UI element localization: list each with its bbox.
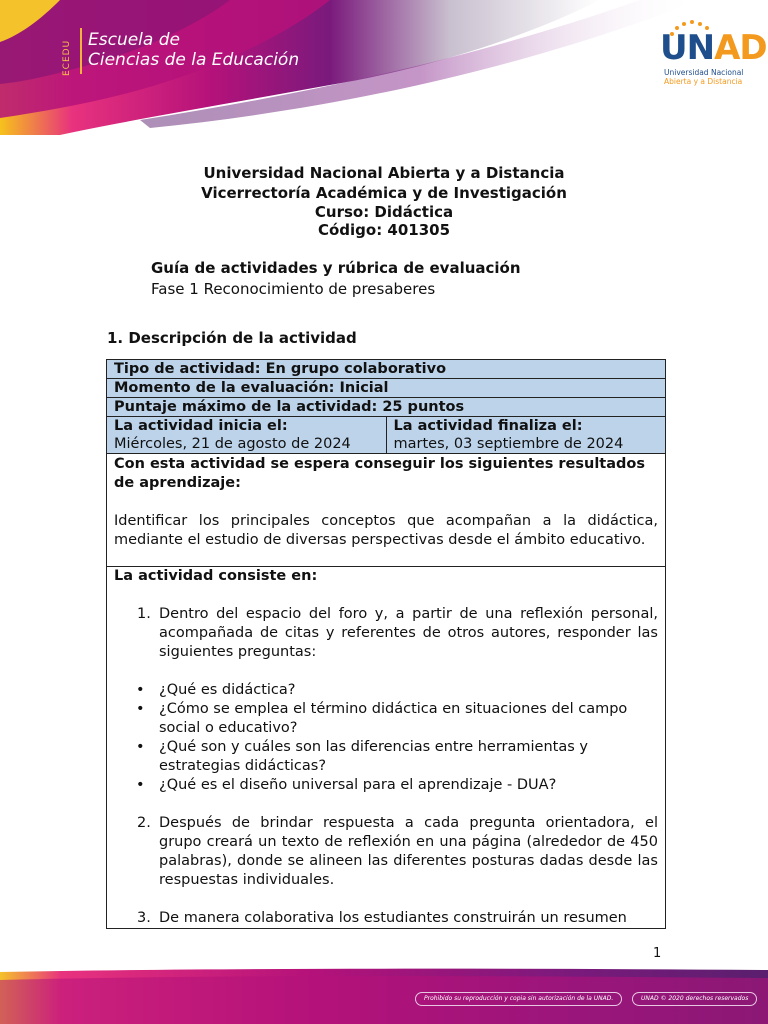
university-title: Universidad Nacional Abierta y a Distancia (203, 164, 565, 182)
course-code: Código: 401305 (317, 221, 451, 239)
bullet-icon: • (136, 777, 145, 793)
end-date-label: La actividad finaliza el: (393, 418, 583, 434)
start-date-cell (107, 417, 387, 454)
unad-logo (660, 20, 767, 92)
start-date-label: La actividad inicia el: (114, 418, 288, 434)
list-item-text: De manera colaborativa los estudiantes construirán un resumen (159, 910, 627, 926)
list-item-text: Después de brindar respuesta a cada pregunta orientadora, el grupo creará un texto de reflexión en una página (alrededor de 450 palabras), donde se alineen las diferentes posturas dadas desde las respuestas individuales. (159, 815, 658, 888)
logo-wordmark (660, 28, 767, 68)
question-list (114, 681, 658, 795)
guide-subtitle: Fase 1 Reconocimiento de presaberes (151, 280, 436, 298)
activity-type-cell: Tipo de actividad: En grupo colaborativo (107, 360, 666, 379)
page-number: 1 (653, 946, 662, 961)
start-date-value: Miércoles, 21 de agosto de 2024 (114, 436, 351, 452)
table-row (107, 379, 666, 398)
list-item (114, 681, 658, 700)
list-number: 1. (137, 606, 151, 622)
list-item (114, 700, 658, 738)
logo-ad: AD (714, 28, 767, 68)
question-text: ¿Qué es didáctica? (159, 682, 296, 698)
list-item (114, 738, 658, 776)
bullet-icon: • (136, 701, 145, 717)
logo-subtitle-1: Universidad Nacional (664, 68, 744, 77)
logo-subtitle-2: Abierta y a Distancia (664, 77, 743, 86)
learning-outcomes-text: Identificar los principales conceptos que acompañan a la didáctica, mediante el estudio de diversas perspectivas desde el ámbito educativo. (114, 513, 658, 548)
guide-title: Guía de actividades y rúbrica de evaluación (151, 259, 521, 277)
vicerrectoria-title: Vicerrectoría Académica y de Investigación (201, 184, 567, 202)
end-date-cell (386, 417, 666, 454)
list-item (114, 605, 658, 662)
bullet-icon: • (136, 682, 145, 698)
logo-un: UN (660, 28, 715, 68)
list-number: 2. (137, 815, 151, 831)
table-row (107, 454, 666, 567)
evaluation-moment-cell: Momento de la evaluación: Inicial (107, 379, 666, 398)
end-date-value: martes, 03 septiembre de 2024 (393, 436, 624, 452)
list-item-text: Dentro del espacio del foro y, a partir de una reflexión personal, acompañada de citas y referentes de otros autores, responder las siguientes preguntas: (159, 606, 658, 660)
list-item (114, 776, 658, 795)
activity-consists-heading: La actividad consiste en: (114, 568, 318, 584)
table-row (107, 398, 666, 417)
learning-outcomes-heading: Con esta actividad se espera conseguir los siguientes resultados de aprendizaje: (114, 456, 645, 491)
question-text: ¿Cómo se emplea el término didáctica en situaciones del campo social o educativo? (159, 701, 628, 736)
table-row (107, 567, 666, 929)
school-name-line2: Ciencias de la Educación (88, 50, 300, 70)
copyright-notice: Prohibido su reproducción y copia sin autorización de la UNAD. (415, 992, 622, 1006)
school-name-line1: Escuela de (88, 30, 180, 50)
list-number: 3. (137, 910, 151, 926)
list-item (114, 814, 658, 890)
course-title: Curso: Didáctica (314, 203, 454, 221)
max-score-cell: Puntaje máximo de la actividad: 25 puntos (107, 398, 666, 417)
header-banner (0, 0, 768, 135)
question-text: ¿Qué son y cuáles son las diferencias entre herramientas y estrategias didácticas? (159, 739, 588, 774)
activity-description-cell (107, 567, 666, 929)
activity-table (106, 359, 666, 929)
list-item (114, 909, 658, 928)
table-row (107, 360, 666, 379)
section-heading: 1. Descripción de la actividad (107, 329, 357, 347)
ecedu-label: ECEDU (62, 39, 72, 76)
rights-notice: UNAD © 2020 derechos reservados (632, 992, 757, 1006)
question-text: ¿Qué es el diseño universal para el aprendizaje - DUA? (159, 777, 557, 793)
ecedu-divider (80, 28, 82, 74)
table-row (107, 417, 666, 454)
learning-outcomes-cell (107, 454, 666, 567)
bullet-icon: • (136, 739, 145, 755)
